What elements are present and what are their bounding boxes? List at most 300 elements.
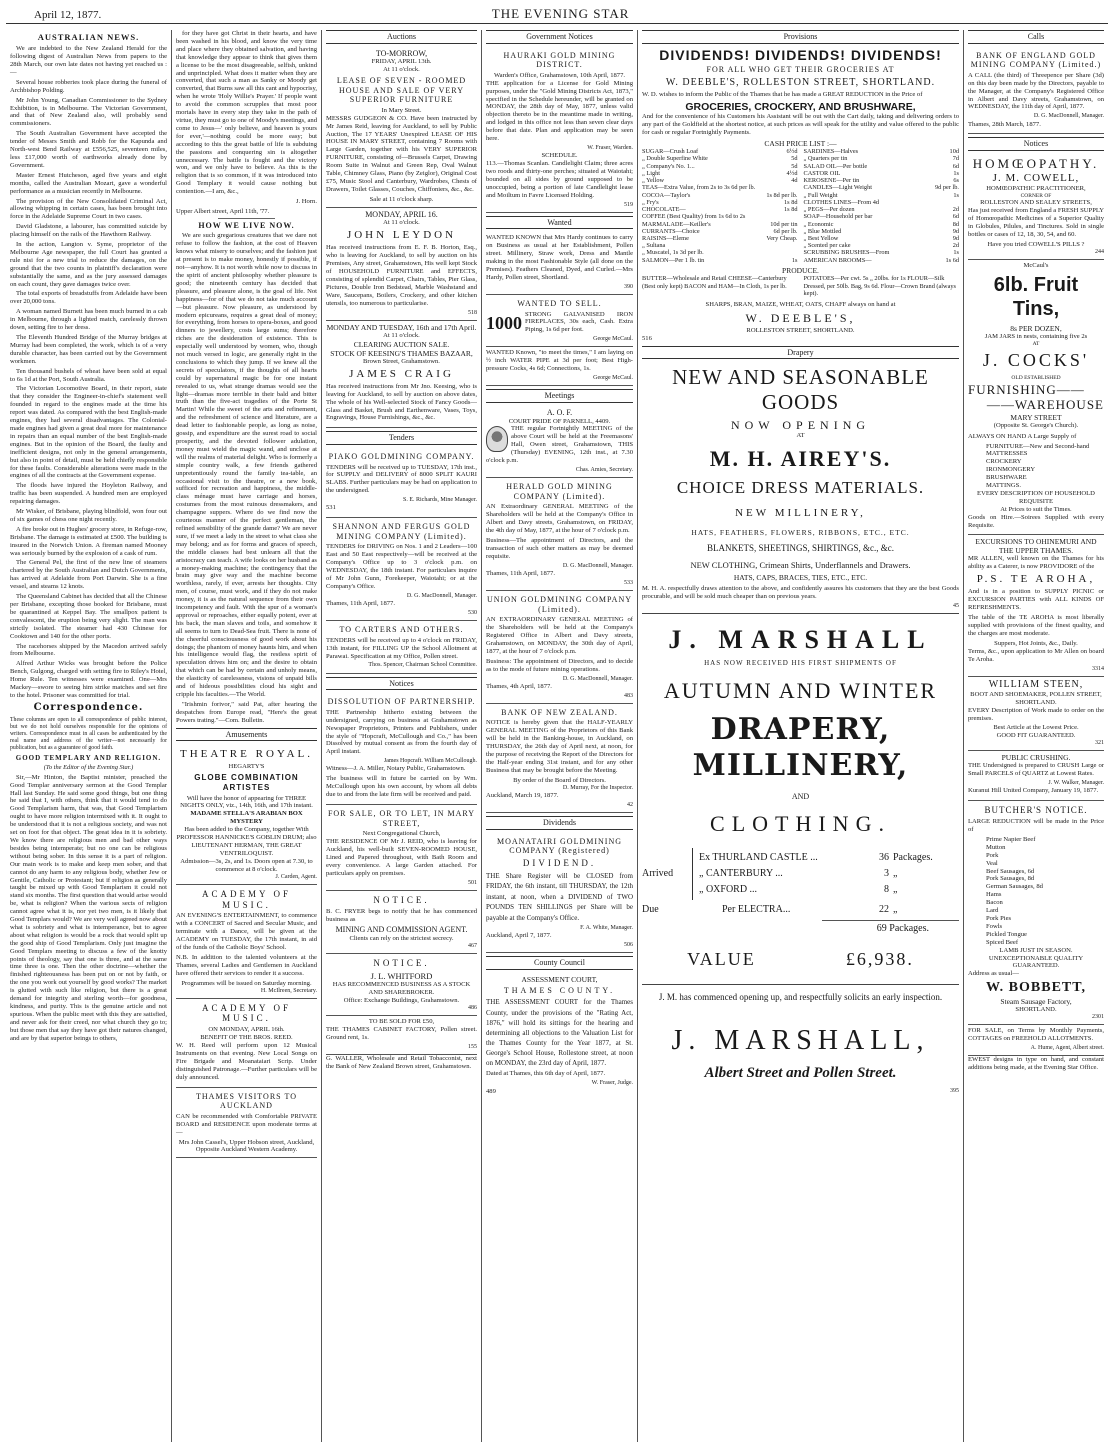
allen-ad xyxy=(968,535,1104,676)
price-list xyxy=(642,148,959,264)
auction1-lease: LEASE OF SEVEN - ROOMED HOUSE AND SALE OF VERY SUPERIOR FURNITURE xyxy=(336,76,467,105)
excursions: EXCURSIONS TO OHINEMURI AND THE UPPER THAMES. xyxy=(975,537,1097,556)
price-value: Very Cheap. xyxy=(766,235,798,243)
price-row xyxy=(804,242,960,249)
autumn-winter: AUTUMN AND WINTER xyxy=(663,677,938,703)
provisions-header: Provisions xyxy=(642,30,959,44)
auction2-name: JOHN LEYDON xyxy=(346,229,457,242)
cowell-num: 244 xyxy=(1095,248,1104,255)
cocks-sub: OLD ESTABLISHED xyxy=(1011,374,1061,381)
dissolution-ad xyxy=(326,693,477,805)
moana-text: THE Share Register will be CLOSED from FRIDAY, the 6th instant, till THURSDAY, the 12th instant, at noon, when a DIVIDEND of TWO POUNDS TEN SHILLINGS per Share will be payable at the Company's Office. xyxy=(486,871,633,922)
prices-suit: At Prices to suit the Times. xyxy=(1000,505,1072,513)
aof-sub: COURT PRIDE OF PARNELL, 4409. xyxy=(508,417,611,425)
theatre-admission: Admission—3s, 2s, and 1s. Doors open at 7.30, to commence at 8 o'clock. xyxy=(180,857,313,873)
bobbett-sub: Steam Sausage Factory, xyxy=(1000,997,1072,1007)
goods-on-hire: Goods on Hire.—Soirees Supplied with every Requisite. xyxy=(968,513,1104,529)
meat-item: German Sausages, 8d xyxy=(986,883,1043,891)
stock-item: IRONMONGERY xyxy=(986,466,1036,474)
aof-title: A. O. F. xyxy=(546,407,573,417)
steen-ad xyxy=(968,677,1104,752)
arrival-qty: 8 xyxy=(884,883,889,895)
carters-tender-ad xyxy=(326,621,477,674)
deeble-name: W. DEEBLE'S, xyxy=(745,310,856,325)
letter-signature: J. Horn. xyxy=(295,198,317,206)
stock-item: MATTINGS. xyxy=(986,482,1021,490)
auction3-stock: STOCK OF KEESING'S THAMES BAZAAR, xyxy=(330,348,473,358)
price-value: 1s 6d xyxy=(945,256,959,264)
price-value: 1s xyxy=(953,191,959,199)
meats-list xyxy=(968,836,1104,947)
cowell-title: HOMŒOPATHIC PRACTITIONER, xyxy=(986,184,1086,192)
arrival-row xyxy=(699,852,959,864)
arrived-block xyxy=(642,848,959,900)
fruit-price: 8s PER DOZEN, xyxy=(1010,323,1062,333)
news-paragraph: The Eleventh Hundred Bridge of the Murray bridges at Murray had been completed, the work, which is of a very durable character, has been carried out by the Government workmen. xyxy=(10,334,167,365)
assess-date: Dated at Thames, this 6th day of April, 1877. xyxy=(486,1070,606,1078)
herald-title: HERALD GOLD MINING COMPANY (Limited). xyxy=(506,482,613,501)
price-value: 6s xyxy=(953,177,959,185)
notice1-num: 467 xyxy=(468,942,477,949)
theatre-signature: J. Carden, Agent. xyxy=(275,873,317,880)
moana-dividend: DIVIDEND. xyxy=(522,857,597,868)
price-value: 6d xyxy=(952,162,959,170)
wanted3-text: WANTED Known, "to meet the times," I am laying on ½ inch WATER PIPE at 3d per foot; Best High-pressure Cocks, 4s 6d; Connections, 1s. xyxy=(486,349,633,373)
deeble-intro: W. D. wishes to inform the Public of the Thames that he has made a GREAT REDUCTION in the Price of xyxy=(642,90,923,98)
price-item: TEAS—Extra Value, from 2s to 3s 6d per lb. xyxy=(642,184,756,192)
price-row xyxy=(804,235,960,242)
academy2-text: W. H. Reed will perform upon 12 Musical Instruments on that evening. New Local Songs on Fire Brigade and Moanataiari Scrip. Under distinguished Patronage.—Further particulars will be duly announced. xyxy=(176,1042,317,1081)
meat-item: Veal xyxy=(986,859,998,867)
letter-continued xyxy=(176,30,317,196)
assess-sub: THAMES COUNTY. xyxy=(503,985,616,995)
price-value: 1s 8d xyxy=(784,206,798,214)
price-item: CURRANTS—Choice xyxy=(642,227,700,235)
union-signature: D. G. MacDonnell, Manager. xyxy=(562,675,633,682)
price-value: 2d xyxy=(952,206,959,214)
price-item: „ Best Yellow xyxy=(803,235,839,243)
stock-item: CROCKERY xyxy=(986,458,1022,466)
fruit-tins-ad xyxy=(968,260,1104,536)
herald-text: AN Extraordinary GENERAL MEETING of the Shareholders will be held at the Company's Office in Albert and Davy streets, Grahamstown, on FRIDAY, the 4th day of May, 1877, at the hour of 7 o'clock p.m. xyxy=(486,503,633,535)
price-item: „ Fry's xyxy=(642,198,659,206)
arrivals-list xyxy=(692,848,959,900)
price-value: 2d xyxy=(952,242,959,250)
auction1-sale: Sale at 11 o'clock sharp. xyxy=(369,195,434,203)
meat-item: Beef Sausages, 6d xyxy=(986,867,1035,875)
price-item: „ Economic xyxy=(803,220,834,228)
news-paragraph: The racehorses shipped by the Macedon arrived safely from Melbourne. xyxy=(10,642,167,658)
column-2 xyxy=(172,30,322,1442)
price-item: COFFEE (Best Quality) from 1s 6d to 2s xyxy=(642,213,746,221)
assess-signature: W. Fraser, Judge. xyxy=(591,1080,633,1087)
bobbett-num: 2301 xyxy=(1092,1013,1104,1020)
newspaper-title: THE EVENING STAR xyxy=(491,6,630,21)
allen-terms: Terms, &c., upon application to Mr Allen on board Te Aroha. xyxy=(968,647,1104,663)
assess-title: ASSESSMENT COURT, xyxy=(521,974,598,984)
moanataiari-ad xyxy=(486,833,633,954)
price-item: „ Quarters per tin xyxy=(803,155,848,163)
marshall-name-2: J. MARSHALL, xyxy=(671,1025,930,1057)
ps-te-aroha: P.S. TE AROHA, xyxy=(976,573,1096,586)
stock-item: MATTRESSES xyxy=(986,450,1028,458)
news-paragraph: The South Australian Government have accepted the tender of Messrs Smith and Robb for the Kapunda and North-west Bend Railway at £556,525, seventeen miles, less £17,000 worth of earthworks already done by Government. xyxy=(10,130,167,169)
news-paragraph: Mr Wisker, of Brisbane, playing blindfold, won four out of six games of chess one night recently. xyxy=(10,508,167,523)
auction1-title: TO-MORROW, xyxy=(375,48,428,58)
boe-signature: D. G. MacDonnell, Manager. xyxy=(1033,113,1104,120)
at-word-2: AT xyxy=(1032,340,1040,347)
union-title: UNION GOLDMINING COMPANY (Limited). xyxy=(486,595,633,614)
auction1-body: MESSRS GUDGEON & CO. Have been instructed by Mr James Reid, leaving for Auckland, to sell by Public Auction, The 17 YEARS' Unexpired LEASE OF HIS HOUSE IN MARY STREET, containing 7 Rooms with Large Garden, together with his VERY SUPERIOR FURNITURE, consisting of—Brussels Carpet, Drawing Room Suite in Walnut and Green Rep, Oval Walnut Table, Chimney Glass, Piano (by Zeiglor), Original Cost £75, Music Stool and Canterbury, Wardrobes, Chests of Drawers, Toilet Glasses, Couches, Chiffoniers, &c., &c. xyxy=(326,114,477,193)
visitors-title: THAMES VISITORS TO AUCKLAND xyxy=(196,1091,297,1111)
produce-title: PRODUCE. xyxy=(782,265,819,275)
mccaul-label: McCaul's xyxy=(1023,261,1049,269)
county-council-header: County Council xyxy=(486,956,633,970)
auction3-time: At 11 o'clock. xyxy=(383,331,420,339)
clothing-heading: CLOTHING. xyxy=(710,811,891,837)
academy-programmes: Programmes will be issued on Saturday morning. xyxy=(181,979,312,987)
forsale-num: 501 xyxy=(468,879,477,886)
deeble-address: W. DEEBLE'S, ROLLESTON STREET, SHORTLAND. xyxy=(665,76,936,88)
foresters-emblem-icon xyxy=(486,426,508,452)
meat-item: Hams xyxy=(986,891,1002,899)
price-item: CLOTHES LINES—From 4d xyxy=(803,198,880,206)
price-value: 1s xyxy=(953,169,959,177)
price-value: 8d xyxy=(952,220,959,228)
price-row xyxy=(642,206,798,213)
news-paragraph: Mr John Young, Canadian Commissioner to the Sydney Exhibition, is in Melbourne. The Victorian Government, and that of New Zealand also, will probably send commissioners. xyxy=(10,96,167,128)
notice1-text: B. C. FRYER begs to notify that he has commenced business as xyxy=(326,907,477,923)
correspondence-note: These columns are open to all correspondence of public interest, but we do not hold ourselves responsible for the opinions of writers. Correspondence must in all cases be authenticated by the real name and address of the writer—not necessarily for publication, but as a guarantee of good faith. xyxy=(10,716,167,751)
mary-street: MARY STREET xyxy=(1010,412,1062,422)
theatre-text2: Has been added to the Company, together With PROFESSOR HANNICKE'S GOBLIN DRUM; also LIEUTENANT HERMAN, THE GREAT VENTRILOQUIST. xyxy=(176,826,317,857)
price-row xyxy=(804,199,960,206)
shannon-signature: D. G. MacDonnell, Manager. xyxy=(406,592,477,599)
factory-num: 155 xyxy=(468,1043,477,1050)
visitors-address: Opposite Auckland Western Academy. xyxy=(195,1146,298,1154)
herald-ad xyxy=(486,478,633,591)
essay-title: HOW WE LIVE NOW. xyxy=(198,220,295,230)
notice2-text: HAS RECOMMENCED BUSINESS AS A STOCK AND SHAREBROKER. xyxy=(332,981,471,997)
marshall-name: J. MARSHALL xyxy=(668,624,933,654)
shannon-num: 530 xyxy=(468,609,477,616)
news-paragraph: Alfred Arthur Wicks was brought before the Police Bench, Gulgong, charged with setting fire to Riley's Hotel, Home Rule. Ten witnesses were examined. One—Mrs Mackey—swore to seeing him strike matches and set fire to the hotel. Prisoner was committed for trial. xyxy=(10,660,167,699)
address-as-usual: Address as usual— xyxy=(968,970,1019,978)
visitors-ad xyxy=(176,1088,317,1159)
due-qty: 22 xyxy=(879,903,889,915)
price-row xyxy=(642,163,798,170)
auction3-date: MONDAY AND TUESDAY, 16th and 17th April. xyxy=(326,322,477,332)
hats-caps-line: HATS, CAPS, BRACES, TIES, ETC., ETC. xyxy=(733,572,868,582)
notice2-num: 486 xyxy=(468,1004,477,1011)
lamb-season: LAMB JUST IN SEASON. xyxy=(999,946,1073,954)
always-on-hand: ALWAYS ON HAND A Large Supply of xyxy=(968,432,1077,440)
herald-text2: Business—The appointment of Directors, and the transaction of such other matters as may be deemed requisite. xyxy=(486,537,633,560)
carters-signature: Thos. Spencer, Chairman School Committee. xyxy=(368,662,477,669)
arrival-row xyxy=(699,884,959,896)
value-amount: £6,938. xyxy=(845,948,914,969)
warehouse: ——WAREHOUSE xyxy=(986,397,1104,413)
price-item: CASTOR OIL xyxy=(803,169,841,177)
cowell-corner: CORNER OF xyxy=(1020,192,1052,199)
auction2-date: MONDAY, APRIL 16. xyxy=(365,209,438,219)
hats-line: HATS, FEATHERS, FLOWERS, RIBBONS, ETC., ETC. xyxy=(691,527,910,537)
auctions-header: Auctions xyxy=(326,30,477,44)
letter-address: Upper Albert street, April 11th, '77. xyxy=(176,207,270,215)
allen-num: 3314 xyxy=(1092,665,1104,672)
academy2-title: ACADEMY OF MUSIC. xyxy=(202,1002,291,1024)
price-value: 4½d xyxy=(786,169,798,177)
price-row xyxy=(804,213,960,220)
due-row xyxy=(642,904,959,916)
deeble-text: And for the convenience of his Customers his Assistant will be out with the Cart daily, taking and delivering orders to any part of the Goldfield at the shortest notice, at such prices as will speak for the utility and value offered to the public for cash or regular Fortnightly Payments. xyxy=(642,113,959,137)
carters-title: TO CARTERS AND OTHERS. xyxy=(339,625,464,635)
price-row xyxy=(804,206,960,213)
arrival-qty: 36 xyxy=(879,851,889,863)
price-row xyxy=(642,257,798,264)
wanted2-ad xyxy=(486,295,633,348)
price-item: SARDINES—Halves xyxy=(803,148,859,156)
crushing-text: THE Undersigned is prepared to CRUSH Large or Small PARCELS of QUARTZ at Lowest Rates. xyxy=(968,762,1104,778)
hauraki-title: HAURAKI GOLD MINING DISTRICT. xyxy=(503,50,616,70)
price-item: SOAP—Household per bar xyxy=(803,213,873,221)
forsale-text: THE RESIDENCE OF Mr J. REID, who is leaving for Auckland, his well-built SEVEN-ROOMED HOUSE, Lined and Papered throughout, with Bath Room and every convenience. A large Garden attached. For particulars apply on premises. xyxy=(326,838,477,877)
allen-text2: And is in a position to SUPPLY PICNIC or EXCURSION PARTIES with ALL KINDS OF REFRESHMENTS. xyxy=(968,588,1104,612)
due-label: Due xyxy=(642,903,659,915)
column-1 xyxy=(6,30,172,1442)
academy-ad xyxy=(176,885,317,999)
cowell-name: J. M. COWELL, xyxy=(992,171,1080,184)
butcher-text: LARGE REDUCTION will be made in the Price of xyxy=(968,818,1104,834)
meat-item: Pork xyxy=(986,851,999,859)
price-value: 9d xyxy=(952,235,959,243)
steen-best: Best Article at the Lowest Price. xyxy=(993,724,1079,732)
news-paragraph: The Queensland Cabinet has decided that all the Chinese per Brisbane, excepting those booked for Brisbane, must be quarantined at Keppel Bay. The smallpox patient is convalescent, the eruption being very slight. The man was strictly isolated. The steamer had 430 Chinese for Cooktown and 140 for the other ports. xyxy=(10,593,167,640)
news-paragraph: The floods have injured the Hoyleton Railway, and traffic has been suspended. A hundred men are employed repairing damages. xyxy=(10,482,167,506)
notices-header-2: Notices xyxy=(968,137,1104,151)
dividends-header: Dividends xyxy=(486,816,633,830)
arrival-qty: 3 xyxy=(884,867,889,879)
price-value: 10d per tin xyxy=(770,220,798,228)
steen-sub: BOOT AND SHOEMAKER, POLLEN STREET, SHORTLAND. xyxy=(970,690,1102,706)
shannon-tender-ad xyxy=(326,518,477,621)
opposite-church: (Opposite St. George's Church). xyxy=(993,421,1079,429)
price-item: CHOCOLATE— xyxy=(642,206,686,214)
unexceptionable: UNEXCEPTIONABLE QUALITY GUARANTEED. xyxy=(988,954,1084,970)
forsale-title: FOR SALE, OR TO LET, IN MARY STREET, xyxy=(327,809,476,828)
airey-name: M. H. AIREY'S. xyxy=(709,445,892,471)
herald-num: 533 xyxy=(624,579,633,586)
column-6 xyxy=(964,30,1108,1442)
theatre-star: MADAME STELLA'S ARABIAN BOX MYSTERY xyxy=(190,810,303,826)
value-row xyxy=(642,949,959,971)
notice1-text2: Clients can rely on the strictest secrecy. xyxy=(349,935,454,943)
price-value: 1s xyxy=(953,249,959,257)
homoeopathy-heading: HOMŒOPATHY. xyxy=(972,156,1100,171)
stock-item: FURNITURE—New and Second-hand xyxy=(986,442,1090,450)
price-value: 1s xyxy=(791,256,798,264)
steen-name: WILLIAM STEEN, xyxy=(988,678,1084,690)
bnz-title: BANK OF NEW ZEALAND. xyxy=(501,707,618,717)
price-value: 6d per lb. xyxy=(773,227,798,235)
price-row xyxy=(642,242,798,249)
price-row xyxy=(804,184,960,191)
notice1-big: MINING AND COMMISSION AGENT. xyxy=(335,925,468,935)
produce-right: POTATOES—Per cwt. 5s „ 20lbs. for 1s FLOUR—Silk Dressed, per 50lb. Bag, 9s 6d. Flour—Crown Brand (always kept). xyxy=(803,274,957,298)
auction1-date: FRIDAY, APRIL 13th. xyxy=(371,58,432,66)
arrival-ship: Ex THURLAND CASTLE ... xyxy=(699,851,818,863)
aof-ad xyxy=(486,406,633,478)
for-all-line: FOR ALL WHO GET THEIR GROCERIES AT xyxy=(706,65,895,75)
dissolution-text: THE Partnership hitherto existing between the undersigned, carrying on business at Grahamstown as Newspaper Proprietors, Printers and Publishers, under the style of "Hopcraft, McCullough and Co.," has been Dissolved by mutual consent as from the fourth day of April instant. xyxy=(326,708,477,756)
meat-item: Prime Napier Beef xyxy=(986,835,1036,843)
dissolution-title: DISSOLUTION OF PARTNERSHIP. xyxy=(327,697,476,707)
price-item: SCRUBBING BRUSHES—From xyxy=(803,249,890,257)
meat-item: Pork Sausages, 8d xyxy=(986,875,1035,883)
price-item: „ Sultana xyxy=(642,242,666,250)
price-row xyxy=(804,221,960,228)
albert-pollen-street: Albert Street and Pollen Street. xyxy=(704,1065,897,1082)
crushing-company: Kuranui Hill United Company, January 19, 1877. xyxy=(968,787,1099,795)
academy-title: ACADEMY OF MUSIC. xyxy=(202,888,291,910)
hume-forsale-ad xyxy=(968,1025,1104,1056)
moana-num: 506 xyxy=(624,942,633,949)
piako-tender-ad xyxy=(326,448,477,518)
meat-item: Mutton xyxy=(986,843,1006,851)
price-row xyxy=(642,249,798,256)
price-list-left xyxy=(642,148,798,264)
issue-date: April 12, 1877. xyxy=(34,9,102,21)
price-item: SALMON—Per 1 lb. tin xyxy=(642,256,705,264)
piako-signature: S. E. Richards, Mine Manager. xyxy=(403,497,477,504)
aof-signature: Chas. Amies, Secretary. xyxy=(575,467,633,473)
marshall-sub: HAS NOW RECEIVED HIS FIRST SHIPMENTS OF xyxy=(704,659,897,668)
wanted1-num: 390 xyxy=(624,283,633,290)
letter-paragraph: Sir,—Mr Hinton, the Baptist minister, preached the Good Templar anniversary sermon at the Good Templar Hall last Sunday. He said some good things, but one thing he said that I, with others, think that it would tend to do Good Templarism harm, that was, that Good Templarism ought to have more religion intermixed with it. It ought to be understood that it is not a religious society, and was not set on foot for that object. The great idea in it is sobriety. We know there are religious men and bad other ways besides being intemperate; but no one can be religious without being sober. In this sense it is a part of religion. Our main work is to make and keep men sober, and that cannot do any harm to any religious body, whether Jew or Gentile, Catholic or Protestant; but if religion as generally taught be mixed up with Good Templarism it could not stand six months. The first question that would arise would be, what is religion? When the various sects of religion cannot agree what it is, nor yet two men, is it likely that Good Templars would? We are very well agreed now about what is sobriety and what is intemperance, but to agree about what religion is would be a rock that would split up the good ship of Good Templarism. Only just imagine the Good Templars meeting to discuss a few of the knotty points of theology, say that one is three, and at the same time three is one. Then the other doctrine—whether the finished righteousness has been put on or not by faith, or the one you work out yourself by good works? The market is glutted with such like religion, but there is a great demand for integrity and sterling worth—for goodness, kindness, and purity. This is the genuine article and not spurious. When the public meet with this they are satisfied, and never ask for their creed, nor what church they go to; but those men that say they have got their natures changed, and are by that superior beings to others, xyxy=(10,773,167,1042)
notice2-title: NOTICE. xyxy=(373,958,430,969)
price-row xyxy=(804,170,960,177)
herald-date: Thames, 11th April, 1877. xyxy=(486,569,555,577)
meetings-header: Meetings xyxy=(486,389,633,403)
price-row xyxy=(642,213,798,220)
irish-anecdote: "Irishmin forivor," said Pat, after hearing the despatches from Europe read, "Here's the great Powers trating."—Com. Bulletin. xyxy=(176,700,317,724)
blankets-line: BLANKETS, SHEETINGS, SHIRTINGS, &c., &c. xyxy=(707,542,894,553)
visitors-signature: Mrs John Cassel's, Upper Hobson street, Auckland, xyxy=(178,1138,315,1146)
price-row xyxy=(642,199,798,206)
theatre-company: GLOBE COMBINATION ARTISTES xyxy=(194,773,299,792)
price-item: CANDLES—Light Weight xyxy=(803,184,872,192)
ewest-ad: EWEST designs in type on hand, and constant additions being made, at the Evening Star Office. xyxy=(968,1056,1104,1072)
herald-signature: D. G. MacDonnell, Manager. xyxy=(562,562,633,569)
hauraki-office: Warden's Office, Grahamstown, 10th April, 1877. xyxy=(493,71,626,79)
steen-num: 321 xyxy=(1095,740,1104,747)
letter-paragraph: for they have got Christ in their hearts, and have been washed in his blood, and know the very time and place where they obtained salvation, and having that knowledge they appear to think that gives them a license to be the most disagreeable, selfish, unkind and unprincipled. What does it matter when they are converted, that such a man as Sanky or Moody get converted, that Burns saw all this cant and hypocrisy, when he wrote 'Holy Willie's Prayer.' If people want to avoid the common scrupples that most poor mortals have in every step they take in the path of virtue, they must go to one of Moody's meetings, and come to Jesus—' only believe, and heaven is yours for ever,'—nothing could be more easy; but according to this the great battle of life is subduing the passions and conquering sin is altogether unnecessary. The battle is fought and the victory won, and we only have to believe. As this is the religion that is so common, if it was introduced into Good Templary it would cause nothing but contention.—I am, &c., xyxy=(176,30,317,196)
wanted2-signature: George McCaul. xyxy=(593,336,633,343)
column-5 xyxy=(638,30,964,1442)
news-paragraph: The total exports of breadstuffs from Adelaide have been over 20,000 tons. xyxy=(10,290,167,306)
piako-num: 531 xyxy=(326,504,336,512)
factory-text: THE THAMES CABINET FACTORY, Pollen street. Ground rent, 1s. xyxy=(326,1025,477,1041)
price-row xyxy=(804,249,960,256)
union-num: 483 xyxy=(624,692,633,699)
wanted-header: Wanted xyxy=(486,216,633,230)
price-item: AMERICAN BROOMS— xyxy=(803,256,872,264)
arrival-unit: „ xyxy=(893,883,898,895)
price-row xyxy=(642,184,798,191)
moana-title: MOANATAIRI GOLDMINING COMPANY (Registered) xyxy=(496,836,622,856)
price-row xyxy=(804,192,960,199)
news-paragraph: Several house robberies took place during the funeral of Archbishop Polding. xyxy=(10,78,167,94)
produce-left: BUTTER—Wholesale and Retail CHEESE—Canterbury (Best only kept) BACON and HAM—In Cloth, 1s per lb. xyxy=(642,274,787,290)
letter-to: (To the Editor of the Evening Star.) xyxy=(43,764,134,772)
amusements-header: Amusements xyxy=(176,728,317,742)
price-row xyxy=(804,257,960,264)
letter-body xyxy=(10,774,167,1043)
new-goods-heading: NEW AND SEASONABLE GOODS xyxy=(672,365,929,415)
arrivals-table xyxy=(642,848,959,935)
choice-dress: CHOICE DRESS MATERIALS. xyxy=(676,478,925,498)
dividends-banner: DIVIDENDS! DIVIDENDS! DIVIDENDS! xyxy=(659,46,942,63)
meat-item: Lard xyxy=(986,907,999,915)
cowell-pills: Have you tried COWELL'S PILLS ? xyxy=(987,240,1085,248)
bnz-ad xyxy=(486,704,633,813)
auction3-name: JAMES CRAIG xyxy=(349,367,454,380)
factory-ad xyxy=(326,1016,477,1055)
total-packages: 69 Packages. xyxy=(822,920,959,935)
value-label: VALUE xyxy=(687,948,756,969)
news-paragraph: The provision of the New Consolidated Criminal Act, allowing whipping in certain cases, has been brought into force in the Adelaide Supreme Court in two cases. xyxy=(10,197,167,221)
academy2-date: ON MONDAY, APRIL 16th. xyxy=(208,1026,285,1034)
academy-nb: N.B. In addition to the talented volunteers at the Thames, several Ladies and Gentlemen in Auckland have offered their services to render it a success. xyxy=(176,953,317,977)
news-paragraph: A woman named Burnett has been much burned in a cab in Melbourne, through a lighted match, carelessly thrown down, setting fire to her dress. xyxy=(10,308,167,332)
price-row xyxy=(642,221,798,228)
visitors-text: CAN be recommended with Comfortable PRIVATE BOARD and RESIDENCE upon moderate terms at— xyxy=(176,1112,317,1136)
dissolution-witness: Witness—J. A. Miller, Notary Public, Grahamstown. xyxy=(326,765,466,773)
boe-text: A CALL (the third) of Threepence per Share (3d) on this day been made by the Directors, payable to the Manager, at the Company's Registered Office in Albert and Davy streets, Grahamstown, on WEDNESDAY, the 11th day of April, 1877. xyxy=(968,71,1104,111)
notices-header: Notices xyxy=(326,677,477,691)
meat-item: Spiced Beef xyxy=(986,938,1019,946)
column-3 xyxy=(322,30,482,1442)
price-row xyxy=(804,163,960,170)
hauraki-text: THE application for a License for Gold Mining purposes, under the "Gold Mining Districts Act, 1873," specified in the Schedule hereunder, will be granted on MONDAY, the 28th day of May, 1877, unless valid objection thereto be in the meantime made in writing, and lodged in this office not less than seven clear days before that date. Plan and application may be seen here. xyxy=(486,79,633,143)
wanted1-text: WANTED KNOWN that Mrs Hardy continues to carry on Business as usual at her Establishment, Pollen street. Millinery, Straw work, Dress and Mantle making in the most Fashionable Style (all done on the Premises). Feathers Cleaned, Dyed, and Curled.—Mrs Hardy, Pollen street, Shortland. xyxy=(486,234,633,281)
price-row xyxy=(642,228,798,235)
boe-title: BANK OF ENGLAND GOLD MINING COMPANY (Limited.) xyxy=(970,50,1102,70)
price-item: „ Company's No. 1... xyxy=(642,162,695,170)
price-value: 10d xyxy=(949,148,959,156)
gudgeon-auction-ad xyxy=(326,47,477,208)
clothing-line: NEW CLOTHING, Crimean Shirts, Underflannels and Drawers. xyxy=(690,559,911,570)
essay-paragraph: We are such gregarious creatures that we dare not refuse to follow the fashion, at the cost of Heaven knows what misery to ourselves; and the fashion just at present is to make money, honestly if possible, if not—anyhow. It is not worth while now to discuss in the spirit of ancient philosophy whether pleasure is good; the nineteenth century has decided that pleasure, and pleasure alone, is the goal of life. Not happiness—for of that we do not take much account—but pleasure. Now pleasure, as understood by modern epicureans, requires a great deal of money; for everything, from horses to opera-boxes, and good dinners to jewellery, costs large sums; therefore riches are the desideration of existence. This is especially well understood by women, who, though not much versed in logic, are generally right in the conclusions to which they jump. If we knew all the secrets of speculators, if the thoughts of all hearts could by supernatural magic be for one instant revealed to us, what strange dramas would see the light—dramas more terrible in their bald and bitter truth than the five-act tragedies of the Porte St Martin! While the sweet of the arts and refinement, and the refreshment of science and literature, are a dead letter to fashionable people, as long as noise, gossip, and expenditure are the surest road to social prosperity, and the devoted follower adulation, money must wield the magic wand, and unclose at will the realms of material delight. Who is formerly a simple country walk, a few friends gathered unpretentiously round the family tea-table, an occasional visit to the theatre, or a new book, sufficed for recreation and happiness, the middle-class ménage must have carriage and horses, costumes from the most ruinous dressmakers, and champagne suppers. Where do we find now the courteous manner of the perfect gentleman, the refined sensibility of the grande dame? We are never sure, if we meet a lady in the street to what class she may belong; and as for forms and graces of speech, the middle classes had best unlearn all that the aristocracy can teach. A wife looks on her husband as a money-making machine; the contingency that the brain may give way and the machine become worthless, rarely, if ever, arrests her thoughts. City men, of course, must work, and if they do not make money, it is as the natural sequence from their own incompetency and fault. With the spur of a woman's approval or reproaches, either equally potent, ever at his back, the man slaves and toils, and somehow it all seems to turn to Dead-Sea fruit. There is none of the cheerful consciousness of good work about his doings; the phantom of money haunts him, and when his intelligence would flag, the restless spirit of speculation drives him on; and the desire to obtain that which can be had by certain and unholy means, the elasticity of carelessness, visions of unpaid bills and of hideous possibilities cloud his sight and cripple his faculties.—The World. xyxy=(176,232,317,698)
steen-text: EVERY Description of Work made to order on the premises. xyxy=(968,706,1104,722)
shannon-text: TENDERS for DRIVING on Nos. 1 and 2 Leaders—100 East and 50 East respectively—will be received at the Company's Office up to 3 o'clock p.m. on WEDNESDAY, the 18th instant. For particulars inquire of Mr John Gunn, Forekeeper, Waiotahi; or at the Company's Office. xyxy=(326,543,477,590)
tenders-header: Tenders xyxy=(326,431,477,445)
deeble-num: 516 xyxy=(642,334,652,342)
auction2-body: Has received instructions from E. F. B. Horton, Esq., who is leaving for Auckland, to sell by auction on his Premises, Any street, Grahamstown, His well kept Stock of HOUSEHOLD FURNITURE and EFFECTS, consisting of splendid Carpet, Chairs, Tables, Pier Glass, Pictures, Double Iron Bedstead, Marble Washstand and Ware, Saucepans, Boilers, Crockery, and other kitchen utensils, too numerous to particularise. xyxy=(326,244,477,307)
academy2-ad xyxy=(176,999,317,1088)
wanted2-big: 1000 xyxy=(486,312,522,333)
fruit-tins: 6lb. Fruit Tins, xyxy=(993,273,1079,320)
academy-signature: H. McIlreen, Secretary. xyxy=(260,987,317,994)
news-paragraph: Master Ernest Hutcheson, aged five years and eight months, called the Australian Mozart, gave a wonderful performance as a musician recently in Melbourne. xyxy=(10,171,167,195)
butcher-title: BUTCHER'S NOTICE. xyxy=(984,805,1088,816)
wanted3-signature: George McCaul. xyxy=(593,375,633,382)
price-row xyxy=(642,177,798,184)
letter-title: GOOD TEMPLARY AND RELIGION. xyxy=(15,753,162,762)
calls-header: Calls xyxy=(968,30,1104,44)
airey-num: 45 xyxy=(953,602,959,609)
schedule-title: SCHEDULE. xyxy=(541,152,578,160)
